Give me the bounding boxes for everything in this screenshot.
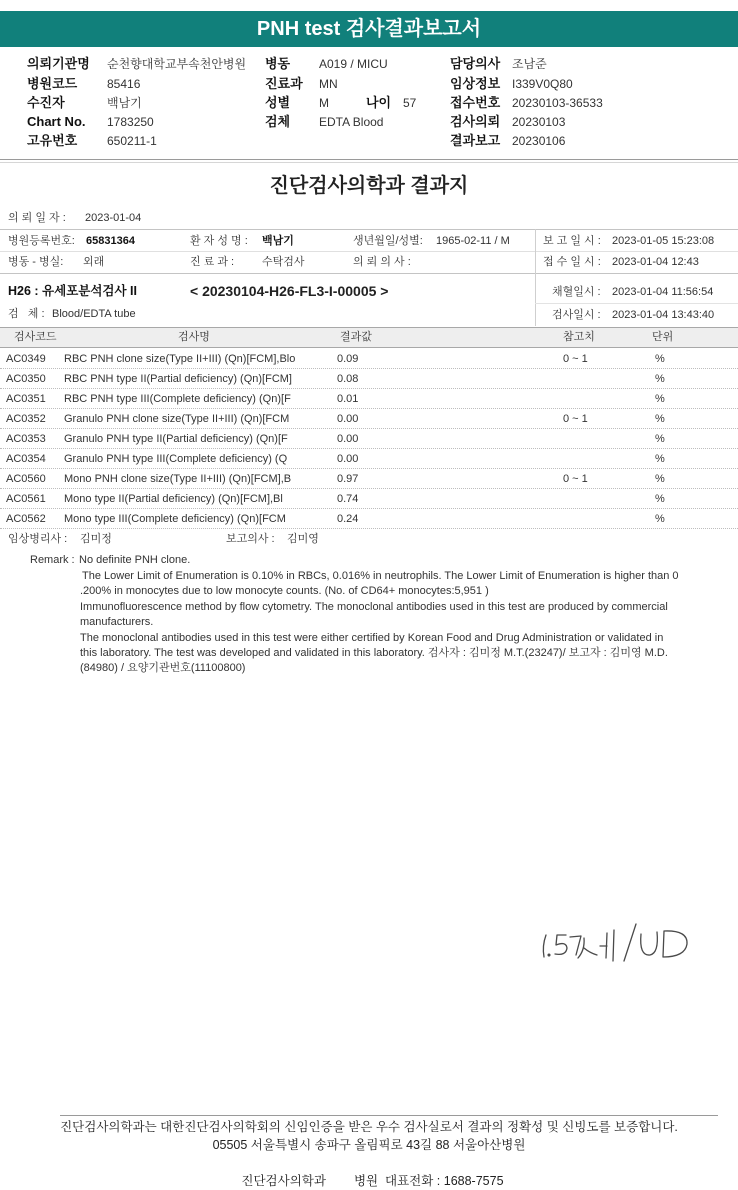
row-unit: % — [655, 393, 665, 405]
age-label: 나이 — [366, 95, 392, 110]
collect-time-value: 2023-01-04 11:56:54 — [612, 286, 714, 298]
remark-line: Immunofluorescence method by flow cytometry. The monoclonal antibodies used in this test are produced by commercial — [80, 601, 668, 613]
sex-label: 성별 — [265, 95, 291, 110]
physician-value: 조남준 — [512, 57, 547, 71]
footer-contact — [0, 1154, 738, 1190]
remark-line: manufacturers. — [80, 616, 154, 628]
request-value: 20230103 — [512, 115, 566, 129]
header-name: 검사명 — [178, 331, 210, 343]
row-unit: % — [655, 513, 665, 525]
result-report-label: 결과보고 — [450, 133, 501, 148]
row-unit: % — [655, 433, 665, 445]
row-code: AC0349 — [6, 353, 46, 365]
sex-value: M — [319, 96, 329, 110]
row-code: AC0354 — [6, 453, 46, 465]
row-name: RBC PNH type III(Complete deficiency) (Qn)[F — [64, 393, 291, 405]
handwritten-note — [535, 918, 695, 968]
reg-no-label: 병원등록번호: — [8, 235, 75, 247]
row-value: 0.24 — [337, 513, 359, 525]
specimen-type-label: 검 체 : — [8, 308, 45, 320]
table-row — [0, 369, 738, 389]
remark-summary: No definite PNH clone. — [79, 554, 191, 566]
birth-sex-label: 생년월일/성별: — [353, 235, 423, 247]
row-unit: % — [655, 373, 665, 385]
remark-line: The Lower Limit of Enumeration is 0.10% in RBCs, 0.016% in neutrophils. The Lower Limit of Enumeration is higher than 0 — [82, 570, 679, 582]
row-ref: 0 ~ 1 — [563, 353, 588, 365]
table-row — [0, 469, 738, 489]
row-name: Mono type III(Complete deficiency) (Qn)[FCM — [64, 513, 286, 525]
row-name: Mono type II(Partial deficiency) (Qn)[FCM],Bl — [64, 493, 283, 505]
reporting-doctor-label: 보고의사 : — [226, 533, 275, 545]
ward-room-label: 병동 - 병실: — [8, 256, 64, 268]
handwritten-note-drawing — [535, 918, 695, 968]
hospital-code-value: 85416 — [107, 77, 141, 91]
row-code: AC0562 — [6, 513, 46, 525]
section-right-divider — [535, 303, 738, 304]
dept-value: 수탁검사 — [262, 256, 305, 268]
dept-label: 진 료 과 : — [190, 256, 235, 268]
collect-time-label: 채혈일시 : — [552, 286, 601, 298]
info-divider — [0, 159, 738, 160]
remark-line: this laboratory. The test was developed and validated in this laboratory. 검사자 : 김미정 M.T.(23247)/ 보고자 : 김미영 M.D. — [80, 647, 668, 659]
footer-certification: 진단검사의학과는 대한진단검사의학회의 신임인증을 받은 우수 검사실로서 결과의 정확성 및 신빙도를 보증합니다. — [60, 1120, 678, 1134]
result-sheet-title: 진단검사의학과 결과지 — [269, 175, 469, 197]
test-time-value: 2023-01-04 13:43:40 — [612, 309, 715, 321]
row-name: Granulo PNH type II(Partial deficiency) (Qn)[F — [64, 433, 288, 445]
receipt-time-label: 접 수 일 시 : — [543, 256, 601, 268]
row-value: 0.97 — [337, 473, 359, 485]
row-name: RBC PNH clone size(Type II+III) (Qn)[FCM],Blo — [64, 353, 296, 365]
specimen-type-value: Blood/EDTA tube — [52, 308, 136, 320]
patient-box-top — [0, 229, 738, 230]
row-name: Mono PNH clone size(Type II+III) (Qn)[FCM],B — [64, 473, 292, 485]
ward-value: A019 / MICU — [319, 57, 388, 71]
row-name: RBC PNH type II(Partial deficiency) (Qn)[FCM] — [64, 373, 292, 385]
patient-box-divider — [535, 229, 536, 326]
request-date-value: 2023-01-04 — [85, 212, 142, 224]
row-unit: % — [655, 453, 665, 465]
technologist-label: 임상병리사 : — [8, 533, 68, 545]
order-number: < 20230104-H26-FL3-I-00005 > — [190, 283, 389, 299]
request-date-label: 의 뢰 일 자 : — [8, 212, 66, 224]
table-row — [0, 409, 738, 429]
ward-room-value: 외래 — [83, 256, 105, 268]
row-code: AC0560 — [6, 473, 46, 485]
header-value: 결과값 — [340, 331, 372, 343]
row-unit: % — [655, 353, 665, 365]
department-label: 진료과 — [265, 76, 303, 91]
footer-department: 진단검사의학과 — [241, 1174, 326, 1188]
receipt-no-label: 접수번호 — [450, 95, 501, 110]
remark-line: The monoclonal antibodies used in this test were either certified by Korean Food and Drug Administration or validated in — [80, 632, 664, 644]
row-value: 0.00 — [337, 413, 359, 425]
header-ref: 참고치 — [563, 331, 595, 343]
footer-phone: 병원 대표전화 : 1688-7575 — [353, 1174, 504, 1188]
report-title: PNH test 검사결과보고서 — [256, 18, 482, 40]
info-divider-light — [0, 162, 738, 163]
table-row — [0, 429, 738, 449]
row-unit: % — [655, 493, 665, 505]
receipt-time-value: 2023-01-04 12:43 — [612, 256, 699, 268]
table-row — [0, 349, 738, 369]
row-code: AC0352 — [6, 413, 46, 425]
chart-no-label: Chart No. — [27, 114, 86, 129]
remark-line: .200% in monocytes due to low monocyte counts. (No. of CD64+ monocytes:5,951 ) — [80, 585, 489, 597]
row-code: AC0351 — [6, 393, 46, 405]
patient-box-middle — [0, 251, 738, 252]
row-value: 0.74 — [337, 493, 359, 505]
unique-no-label: 고유번호 — [27, 133, 78, 148]
clinical-info-label: 임상정보 — [450, 76, 501, 91]
footer-divider — [60, 1115, 718, 1116]
specimen-label: 검체 — [265, 114, 291, 129]
header-code: 검사코드 — [14, 331, 57, 343]
table-row — [0, 509, 738, 529]
row-code: AC0561 — [6, 493, 46, 505]
row-code: AC0353 — [6, 433, 46, 445]
table-row — [0, 389, 738, 409]
hospital-code-label: 병원코드 — [27, 76, 78, 91]
section-name: H26 : 유세포분석검사 II — [8, 284, 137, 298]
examinee-value: 백남기 — [107, 96, 142, 110]
header-unit: 단위 — [652, 331, 674, 343]
row-unit: % — [655, 473, 665, 485]
patient-box-bottom — [0, 273, 738, 274]
patient-name-label: 환 자 성 명 : — [190, 235, 248, 247]
table-row — [0, 489, 738, 509]
technologist-value: 김미정 — [80, 533, 112, 545]
request-label: 검사의뢰 — [450, 114, 501, 129]
row-ref: 0 ~ 1 — [563, 473, 588, 485]
row-value: 0.00 — [337, 453, 359, 465]
reporting-doctor-value: 김미영 — [287, 533, 319, 545]
department-value: MN — [319, 77, 338, 91]
test-time-label: 검사일시 : — [552, 309, 601, 321]
specimen-value: EDTA Blood — [319, 115, 384, 129]
report-time-value: 2023-01-05 15:23:08 — [612, 235, 715, 247]
physician-label: 담당의사 — [450, 56, 501, 71]
doctor-label: 의 뢰 의 사 : — [353, 256, 411, 268]
patient-name-value: 백남기 — [262, 235, 294, 247]
chart-no-value: 1783250 — [107, 115, 154, 129]
results-table-header — [0, 327, 738, 348]
row-ref: 0 ~ 1 — [563, 413, 588, 425]
row-name: Granulo PNH type III(Complete deficiency) (Q — [64, 453, 288, 465]
clinical-info-value: I339V0Q80 — [512, 77, 573, 91]
institution-label: 의뢰기관명 — [27, 56, 90, 71]
row-name: Granulo PNH clone size(Type II+III) (Qn)[FCM — [64, 413, 290, 425]
report-banner — [0, 11, 738, 47]
row-value: 0.09 — [337, 353, 359, 365]
row-value: 0.08 — [337, 373, 359, 385]
unique-no-value: 650211-1 — [107, 134, 157, 148]
institution-value: 순천향대학교부속천안병원 — [107, 57, 247, 71]
remark-label: Remark : — [30, 554, 75, 566]
birth-sex-value: 1965-02-11 / M — [436, 235, 510, 247]
remark-line: (84980) / 요양기관번호(11100800) — [80, 662, 246, 674]
row-value: 0.00 — [337, 433, 359, 445]
result-report-value: 20230106 — [512, 134, 566, 148]
age-value: 57 — [403, 96, 417, 110]
ward-label: 병동 — [265, 56, 291, 71]
row-value: 0.01 — [337, 393, 359, 405]
examinee-label: 수진자 — [27, 95, 65, 110]
footer-address: 05505 서울특별시 송파구 올림픽로 43길 88 서울아산병원 — [212, 1138, 526, 1152]
row-code: AC0350 — [6, 373, 46, 385]
report-time-label: 보 고 일 시 : — [543, 235, 601, 247]
reg-no-value: 65831364 — [86, 235, 135, 247]
row-unit: % — [655, 413, 665, 425]
table-row — [0, 449, 738, 469]
receipt-no-value: 20230103-36533 — [512, 96, 603, 110]
